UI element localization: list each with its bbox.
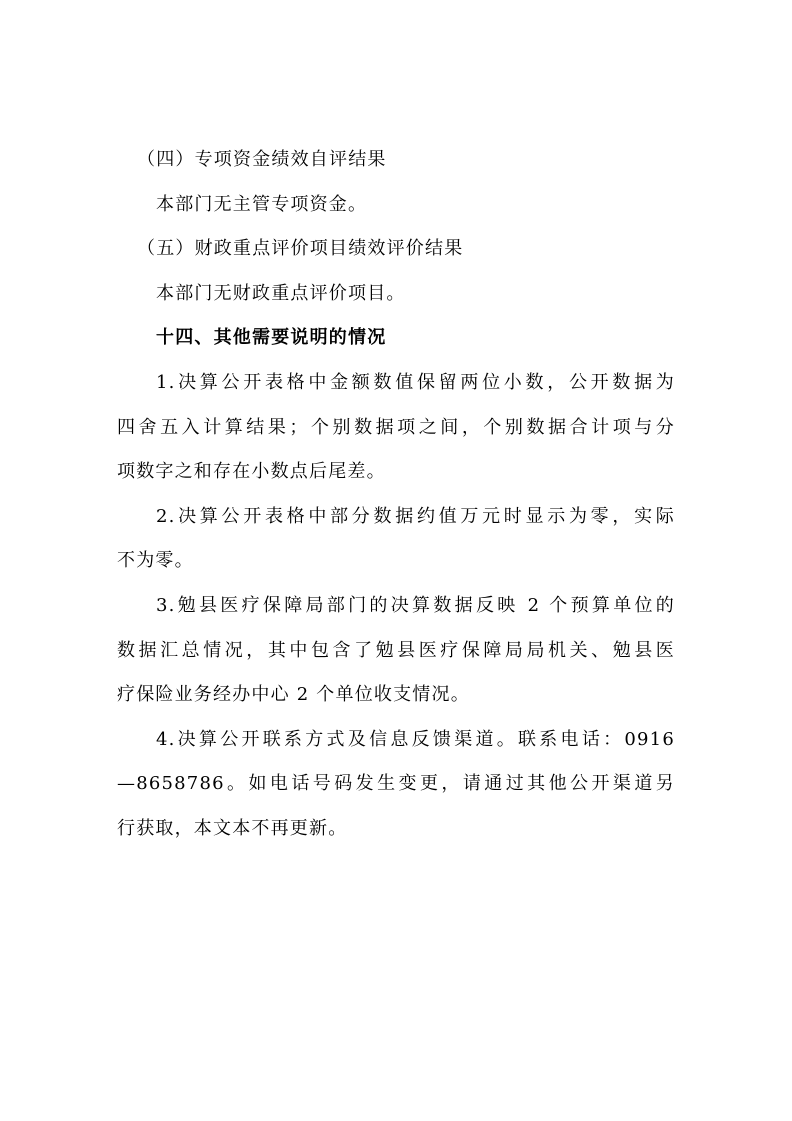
section-14-heading: 十四、其他需要说明的情况 xyxy=(156,327,387,349)
note-1-line-2: 四舍五入计算结果；个别数据项之间，个别数据合计项与分 xyxy=(117,416,675,438)
note-3-line-3: 疗保险业务经办中心 2 个单位收支情况。 xyxy=(117,684,470,706)
section-4-heading: （四）专项资金绩效自评结果 xyxy=(137,149,387,170)
note-4-line-1: 4.决算公开联系方式及信息反馈渠道。联系电话：0916 xyxy=(156,728,675,750)
note-3-line-2: 数据汇总情况，其中包含了勉县医疗保障局局机关、勉县医 xyxy=(117,639,675,661)
section-5-heading: （五）财政重点评价项目绩效评价结果 xyxy=(137,238,464,260)
section-4-body: 本部门无主管专项资金。 xyxy=(156,193,368,215)
note-3-line-1: 3.勉县医疗保障局部门的决算数据反映 2 个预算单位的 xyxy=(156,594,675,616)
section-5-body: 本部门无财政重点评价项目。 xyxy=(156,282,406,304)
note-2-line-2: 不为零。 xyxy=(117,550,194,572)
note-2-line-1: 2.决算公开表格中部分数据约值万元时显示为零，实际 xyxy=(156,505,675,527)
note-4-line-3: 行获取，本文本不再更新。 xyxy=(117,817,348,839)
note-1-line-3: 项数字之和存在小数点后尾差。 xyxy=(117,461,386,483)
note-4-line-2: —8658786。如电话号码发生变更，请通过其他公开渠道另 xyxy=(117,773,675,795)
document-body xyxy=(117,138,675,852)
note-1-line-1: 1.决算公开表格中金额数值保留两位小数，公开数据为 xyxy=(156,371,675,393)
